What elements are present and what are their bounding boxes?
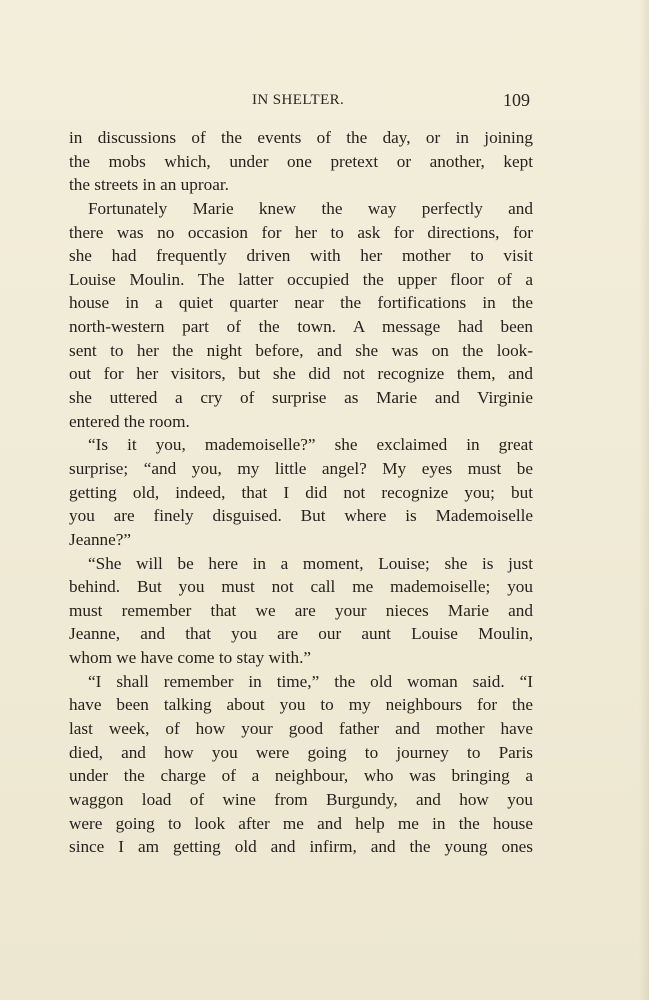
text-line: Louise Moulin. The latter occupied the upper floor of a <box>69 269 533 289</box>
text-line: behind. But you must not call me mademoiselle; you <box>69 577 533 597</box>
text-line: Jeanne, and that you are our aunt Louise Moulin, <box>69 624 533 644</box>
text-line: the streets in an uproar. <box>69 175 229 195</box>
text-line: under the charge of a neighbour, who was bringing a <box>69 766 533 786</box>
text-line: entered the room. <box>69 411 190 431</box>
text-line: the mobs which, under one pretext or another, kept <box>69 151 533 171</box>
text-line: sent to her the night before, and she was on the look- <box>69 340 533 360</box>
text-line: have been talking about you to my neighbours for the <box>69 695 533 715</box>
text-line: were going to look after me and help me in the house <box>69 813 533 833</box>
text-line: Jeanne?” <box>69 529 132 549</box>
text-line: whom we have come to stay with.” <box>69 648 311 668</box>
text-line: there was no occasion for her to ask for directions, for <box>69 222 533 242</box>
text-line: north-western part of the town. A message had been <box>69 317 533 337</box>
running-title: IN SHELTER. <box>252 92 345 108</box>
text-line: getting old, indeed, that I did not recognize you; but <box>69 482 533 502</box>
text-line: died, and how you were going to journey to Paris <box>69 742 533 762</box>
text-line: “She will be here in a moment, Louise; she is just <box>88 553 533 573</box>
text-line: in discussions of the events of the day, or in joining <box>69 128 533 147</box>
text-line: “Is it you, mademoiselle?” she exclaimed in great <box>88 435 533 455</box>
text-line: last week, of how your good father and mother have <box>69 719 533 739</box>
text-line: “I shall remember in time,” the old woman said. “I <box>88 671 533 691</box>
text-line: surprise; “and you, my little angel? My eyes must be <box>69 458 533 478</box>
page-edge-shadow <box>639 0 649 1000</box>
text-line: must remember that we are your nieces Marie and <box>69 600 533 620</box>
text-line: house in a quiet quarter near the fortifications in the <box>69 293 533 313</box>
text-line: you are finely disguised. But where is Mademoiselle <box>69 506 533 526</box>
body-text <box>69 126 533 859</box>
text-line: waggon load of wine from Burgundy, and how you <box>69 789 533 809</box>
text-line: she uttered a cry of surprise as Marie and Virginie <box>69 388 533 408</box>
text-line: since I am getting old and infirm, and the young ones <box>69 837 533 857</box>
text-line: Fortunately Marie knew the way perfectly and <box>88 198 533 218</box>
text-line: out for her visitors, but she did not recognize them, and <box>69 364 533 384</box>
text-line: she had frequently driven with her mother to visit <box>69 246 533 266</box>
page-number: 109 <box>503 90 530 110</box>
running-head <box>0 90 649 114</box>
